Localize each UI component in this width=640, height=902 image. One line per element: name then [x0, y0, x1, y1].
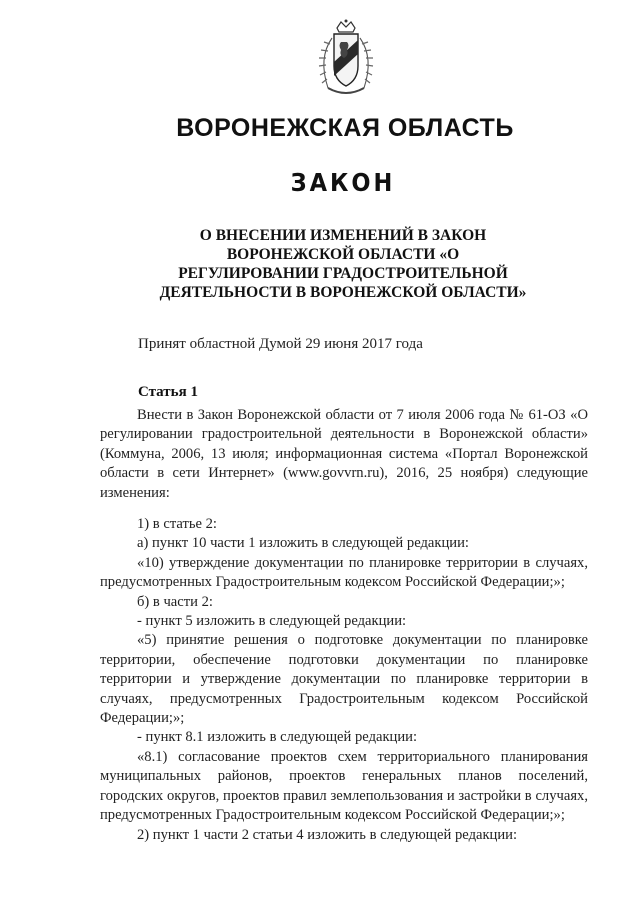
paragraph: 2) пункт 1 части 2 статьи 4 изложить в следующей редакции: — [137, 826, 518, 843]
law-title — [150, 226, 536, 302]
paragraph: б) в части 2: — [137, 593, 213, 610]
law-title-line: ДЕЯТЕЛЬНОСТИ В ВОРОНЕЖСКОЙ ОБЛАСТИ» — [159, 284, 527, 301]
paragraph: - пункт 5 изложить в следующей редакции: — [137, 613, 407, 630]
adoption-date: Принят областной Думой 29 июня 2017 года — [138, 336, 423, 352]
paragraph: Внести в Закон Воронежской области от 7 июля 2006 года № 61-ОЗ «О регулировании градостроительной деятельности в Воронежской области» (Коммуна, 2006, 13 июля; информационная система «Портал Воронежской области в сети Интернет» (www.govvrn.ru), 2016, 25 ноября) следующие изменения: — [100, 407, 588, 501]
paragraph: «10) утверждение документации по планировке территории в случаях, предусмотренных Градостроительным кодексом Российской Федерации;»; — [100, 554, 588, 591]
law-title-line: ВОРОНЕЖСКОЙ ОБЛАСТИ «О — [226, 246, 460, 263]
article-changes — [100, 515, 588, 845]
paragraph: «5) принятие решения о подготовке документации по планировке территории, обеспечение подготовки документации по планировке территории и утверждение документации по планировке территории в случаях, предусмотренных Градостроительным кодексом Российской Федерации;»; — [100, 632, 588, 727]
law-title-line: РЕГУЛИРОВАНИИ ГРАДОСТРОИТЕЛЬНОЙ — [178, 265, 508, 282]
paragraph: а) пункт 10 части 1 изложить в следующей редакции: — [137, 535, 469, 552]
coat-of-arms-icon — [310, 18, 382, 100]
article-intro — [100, 406, 588, 503]
article-title: Статья 1 — [138, 384, 198, 400]
region-title: ВОРОНЕЖСКАЯ ОБЛАСТЬ — [176, 114, 514, 142]
document-type: ЗАКОН — [290, 168, 396, 197]
paragraph: 1) в статье 2: — [137, 516, 217, 532]
paragraph: «8.1) согласование проектов схем территориального планирования муниципальных районов, проектов генеральных планов поселений, городских округов, проектов правил землепользования и застройки в случаях, предусмотренных Градостроительным кодексом Российской Федерации;»; — [100, 748, 588, 824]
paragraph: - пункт 8.1 изложить в следующей редакции: — [137, 729, 418, 746]
law-title-line: О ВНЕСЕНИИ ИЗМЕНЕНИЙ В ЗАКОН — [199, 227, 487, 244]
